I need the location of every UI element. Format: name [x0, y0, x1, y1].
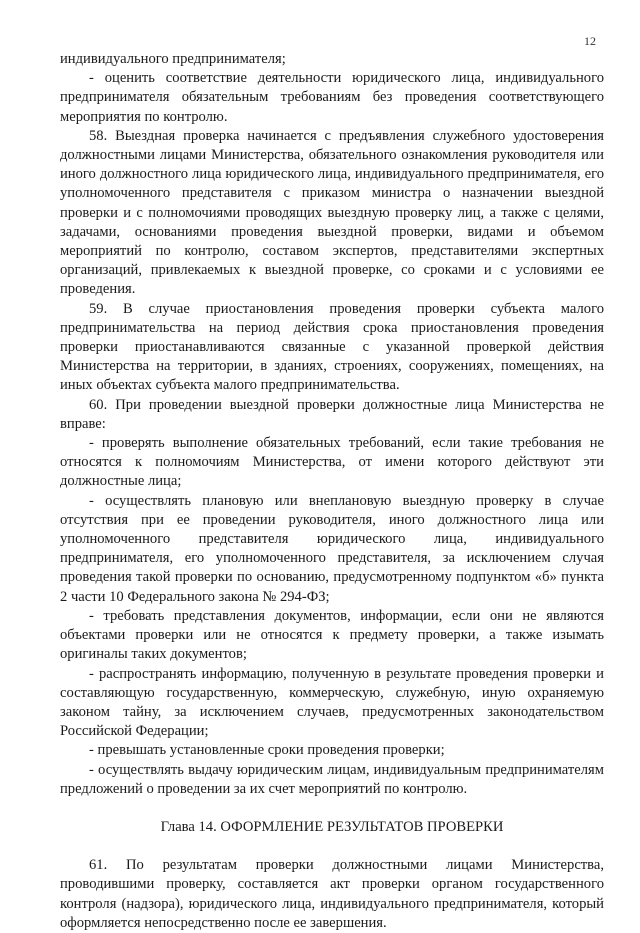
page-number: 12	[584, 34, 596, 48]
paragraph-item-assess: - оценить соответствие деятельности юридического лица, индивидуального предпринимателя обязательным требованиям без проведения соответствующего мероприятия по контролю.	[60, 70, 604, 125]
paragraph-item-exceed: - превышать установленные сроки проведения проверки;	[89, 742, 445, 759]
paragraph-item-check: - проверять выполнение обязательных требований, если такие требования не относятся к полномочиям Министерства, от имени которого действуют эти должностные лица;	[60, 435, 604, 490]
chapter-title: Глава 14. ОФОРМЛЕНИЕ РЕЗУЛЬТАТОВ ПРОВЕРКИ	[160, 818, 504, 835]
paragraph-59: 59. В случае приостановления проведения проверки субъекта малого предпринимательства на период действия срока приостановления проведения проверки приостанавливаются связанные с указанной проверкой действия Министерства на территории, в зданиях, строениях, сооружениях, помещениях, на иных объектах субъекта малого предпринимательства.	[60, 300, 604, 394]
paragraph-item-distribute: - распространять информацию, полученную в результате проведения проверки и составляющую государственную, коммерческую, служебную, иную охраняемую законом тайну, за исключением случаев, предусмотренных законодательством Российской Федерации;	[60, 665, 604, 740]
paragraph-58: 58. Выездная проверка начинается с предъявления служебного удостоверения должностными лицами Министерства, обязательного ознакомления руководителя или иного должностного лица юридического лица, индивидуального предпринимателя, его уполномоченного представителя с приказом министра о назначении выездной проверки и с полномочиями проводящих выездную проверку лиц, а также с целями, задачами, основаниями проведения выездной проверки, видами и объемом мероприятий по контролю, составом экспертов, представителями экспертных организаций, привлекаемых к выездной проверке, со сроками и с условиями ее проведения.	[60, 127, 604, 298]
paragraph-item-conduct: - осуществлять плановую или внеплановую выездную проверку в случае отсутствия при ее проведении руководителя, иного должностного лица или уполномоченного представителя юридического лица, индивидуального предпринимателя, его уполномоченного представителя, за исключением случая проведения такой проверки по основанию, предусмотренному подпунктом «б» пункта 2 части 10 Федерального закона № 294-ФЗ;	[60, 492, 604, 605]
paragraph-item-issue: - осуществлять выдачу юридическим лицам, индивидуальным предпринимателям предложений о проведении за их счет мероприятий по контролю.	[60, 761, 604, 797]
paragraph-60: 60. При проведении выездной проверки должностные лица Министерства не вправе:	[60, 396, 604, 432]
paragraph-item-require: - требовать представления документов, информации, если они не являются объектами проверки или не относятся к предмету проверки, а также изымать оригиналы таких документов;	[60, 607, 604, 663]
paragraph-61: 61. По результатам проверки должностными лицами Министерства, проводившими проверку, составляется акт проверки органом государственного контроля (надзора), юридического лица, индивидуального предпринимателя, который оформляется непосредственно после ее завершения.	[60, 857, 604, 931]
document-body	[60, 50, 604, 933]
paragraph-continuation: индивидуального предпринимателя;	[60, 51, 286, 67]
